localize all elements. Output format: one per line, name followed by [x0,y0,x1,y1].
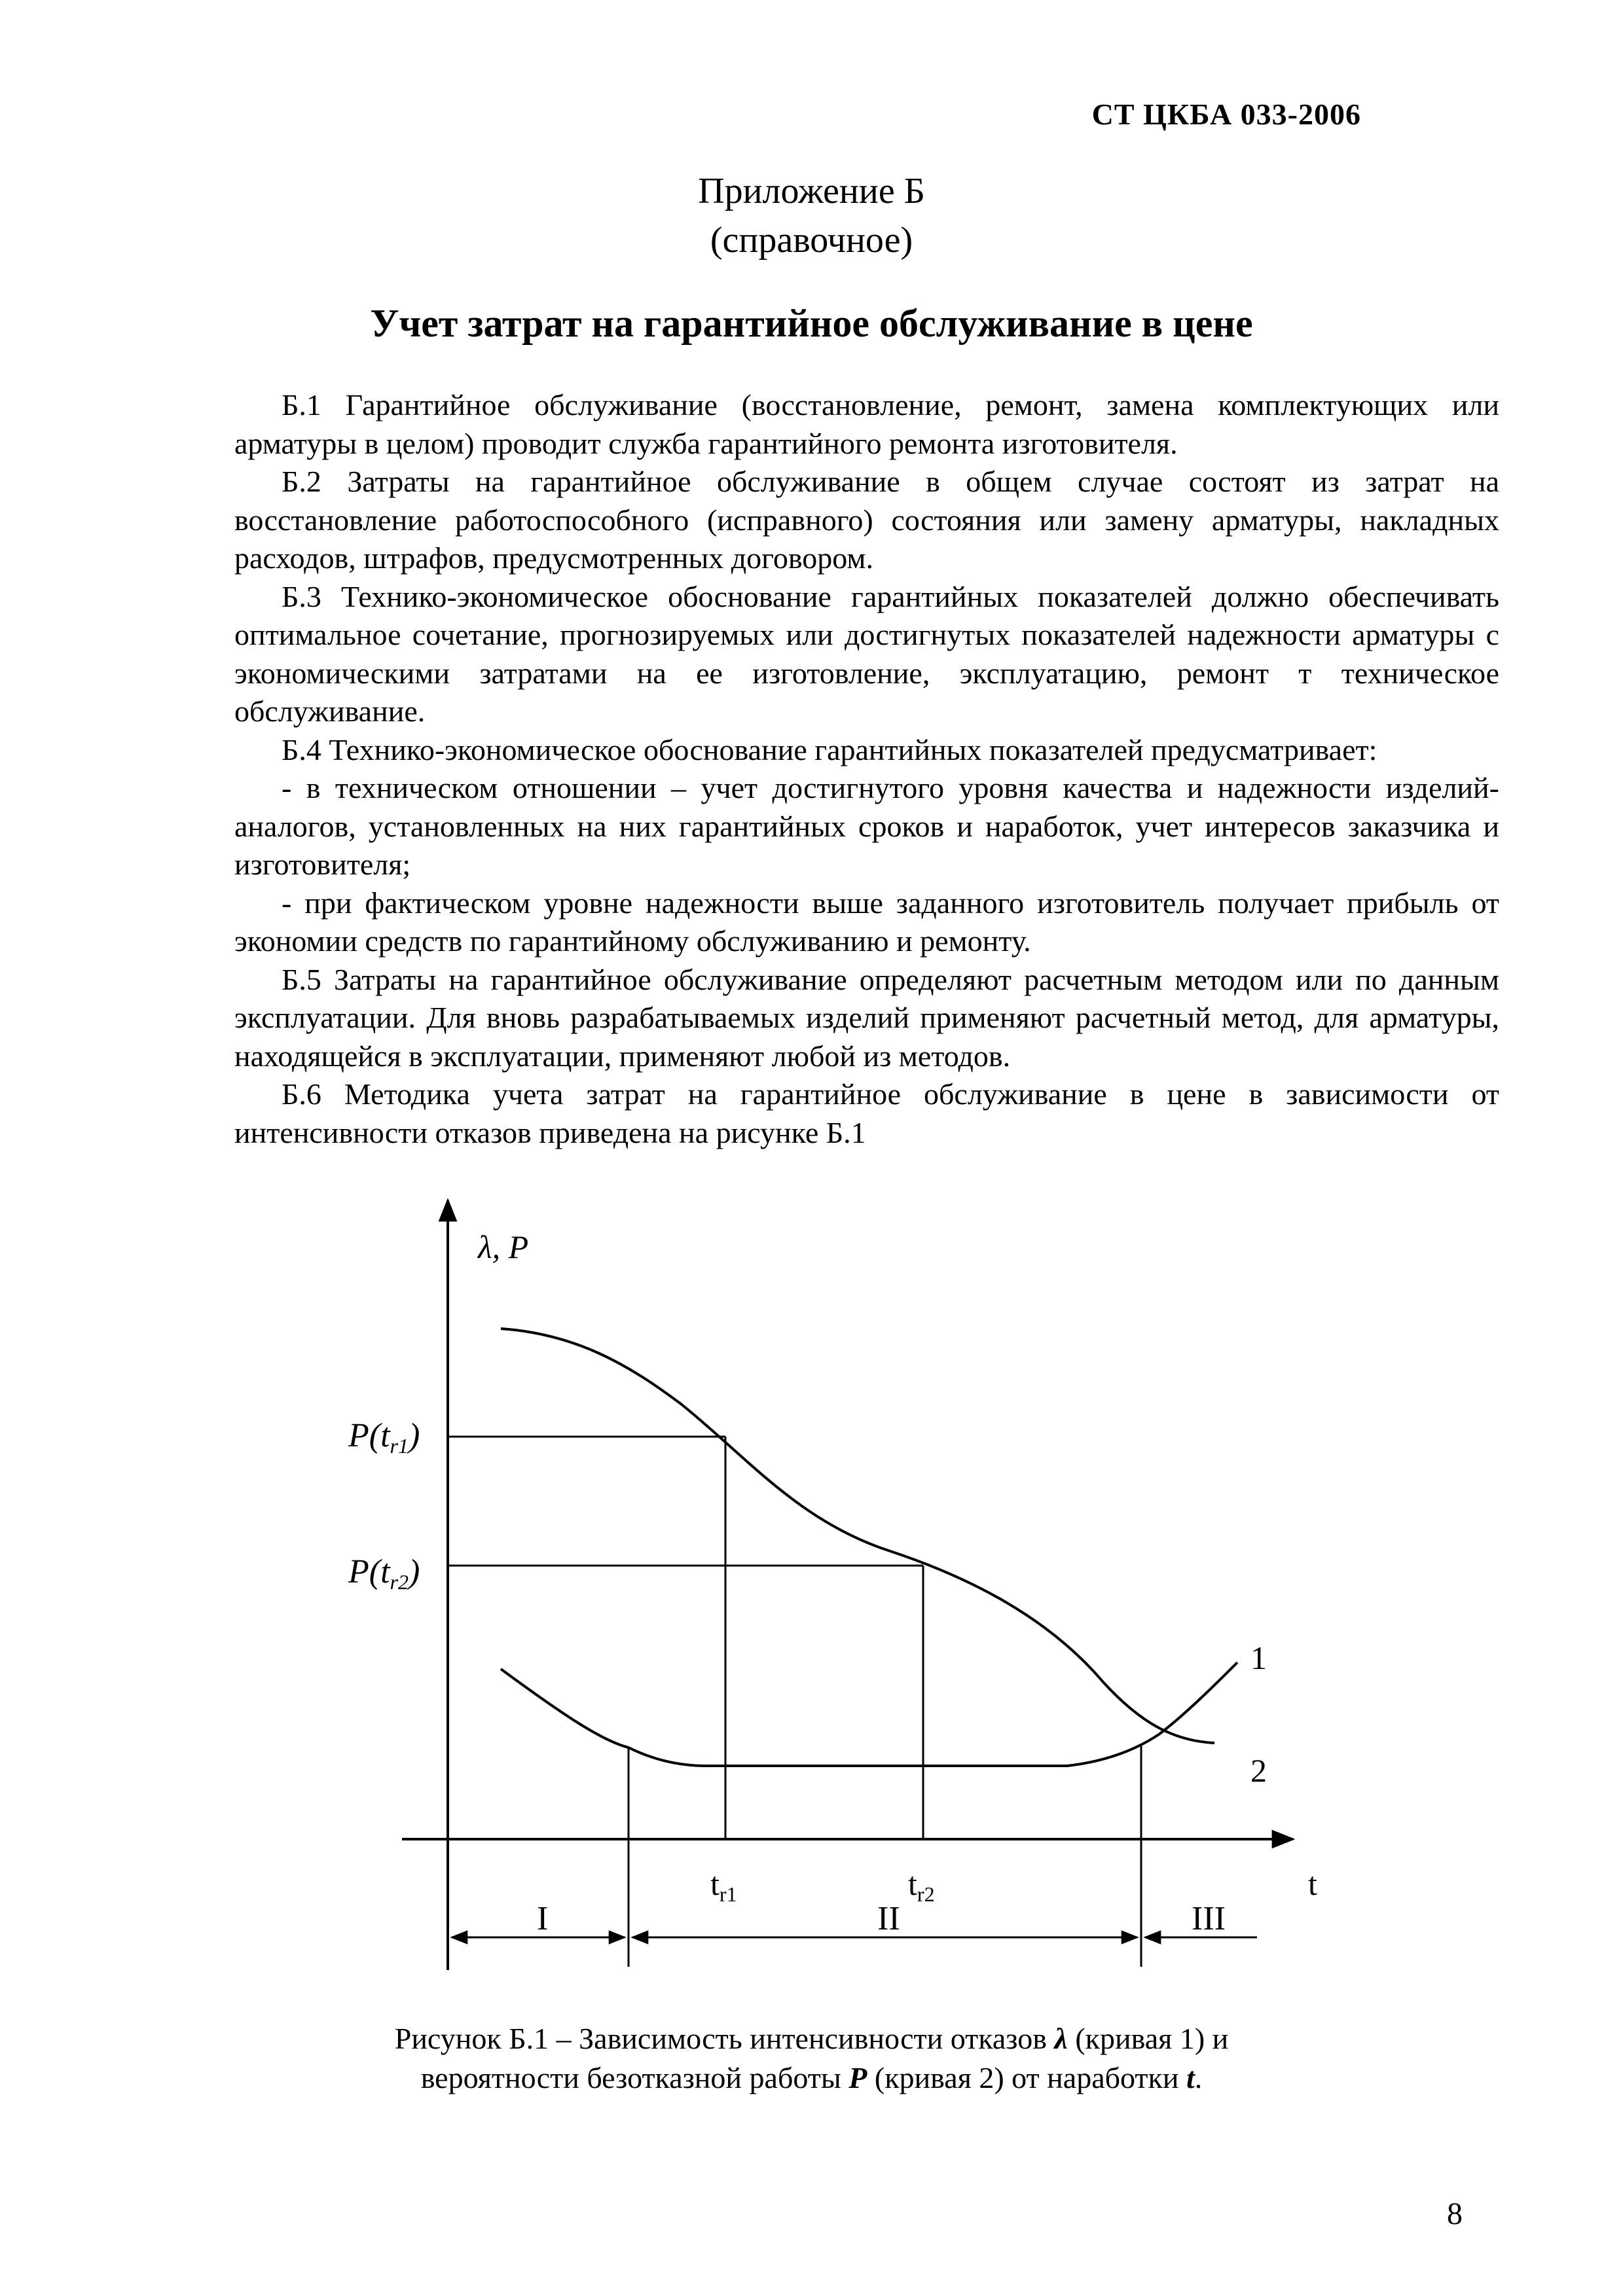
x-axis-label: t [1308,1865,1317,1902]
paragraph-b3: Б.3 Технико-экономическое обоснование гарантийных показателей должно обеспечивать оптимальное сочетание, прогнозируемых или достигнутых показателей надежности арматуры с экономическими затратами на ее изготовление, эксплуатацию, ремонт т техническое обслуживание. [234,579,1499,728]
y-axis-label: λ, P [478,1229,529,1265]
p-tr2-label: P(tr2) [348,1553,420,1594]
caption-line-2 [0,2058,1623,2098]
appendix-title: Приложение Б [698,171,925,211]
paragraph-b1: Б.1 Гарантийное обслуживание (восстановление, ремонт, замена комплектующих или арматуры в целом) проводит служба гарантийного ремонта изготовителя. [234,388,1499,460]
p-tr1-label: P(tr1) [348,1417,420,1458]
curve-1-label: 1 [1250,1640,1267,1676]
figure-b1 [314,1185,1342,1983]
figure-caption [0,2019,1623,2098]
caption-text: вероятности безотказной работы [420,2061,849,2094]
paragraph-b5: Б.5 Затраты на гарантийное обслуживание определяют расчетным методом или по данным эксплуатации. Для вновь разрабатываемых изделий применяют расчетный метод, для арматуры, находящейся в эксплуатации, применяют любой из методов. [234,962,1499,1073]
zone-2-label: II [877,1900,900,1937]
zone-3-label: III [1192,1900,1226,1937]
curve-2-label: 2 [1250,1752,1267,1789]
section-title: Учет затрат на гарантийное обслуживание в цене [370,302,1253,345]
curve-2-probability [501,1329,1214,1743]
caption-text: (кривая 2) от наработки [867,2061,1186,2094]
paragraph-b6: Б.6 Методика учета затрат на гарантийное обслуживание в цене в зависимости от интенсивности отказов приведена на рисунке Б.1 [234,1077,1499,1149]
caption-t: t [1186,2061,1195,2094]
zone-1-label: I [537,1900,549,1937]
caption-text: Рисунок Б.1 – Зависимость интенсивности отказов [394,2022,1055,2055]
curve-1-failure-rate [501,1662,1237,1766]
tr2-label: $t_{r2}$ [908,1865,935,1906]
caption-lambda: λ [1054,2022,1068,2055]
paragraph-b4: Б.4 Технико-экономическое обоснование гарантийных показателей предусматривает: [282,732,1377,766]
tr1-label: $t_{r1}$ [710,1865,737,1906]
appendix-type: (справочное) [710,220,913,260]
caption-text: (кривая 1) и [1067,2022,1229,2055]
paragraph-b4-item-1: - в техническом отношении – учет достигнутого уровня качества и надежности изделий-аналогов, установленных на них гарантийных сроков и наработок, учет интересов заказчика и изготовителя; [234,771,1499,881]
document-code: СТ ЦКБА 033-2006 [1091,98,1361,131]
body-text [234,386,1499,1152]
caption-p: P [848,2061,867,2094]
paragraph-b4-item-2: - при фактическом уровне надежности выше заданного изготовитель получает прибыль от экономии средств по гарантийному обслуживанию и ремонту. [234,886,1499,958]
paragraph-b2: Б.2 Затраты на гарантийное обслуживание в общем случае состоят из затрат на восстановление работоспособного (исправного) состояния или замену арматуры, накладных расходов, штрафов, предусмотренных договором. [234,465,1499,575]
page-number: 8 [1447,2197,1463,2231]
reliability-diagram [314,1185,1342,1983]
caption-line-1 [0,2019,1623,2058]
appendix-heading [0,167,1623,265]
caption-text: . [1194,2061,1203,2094]
